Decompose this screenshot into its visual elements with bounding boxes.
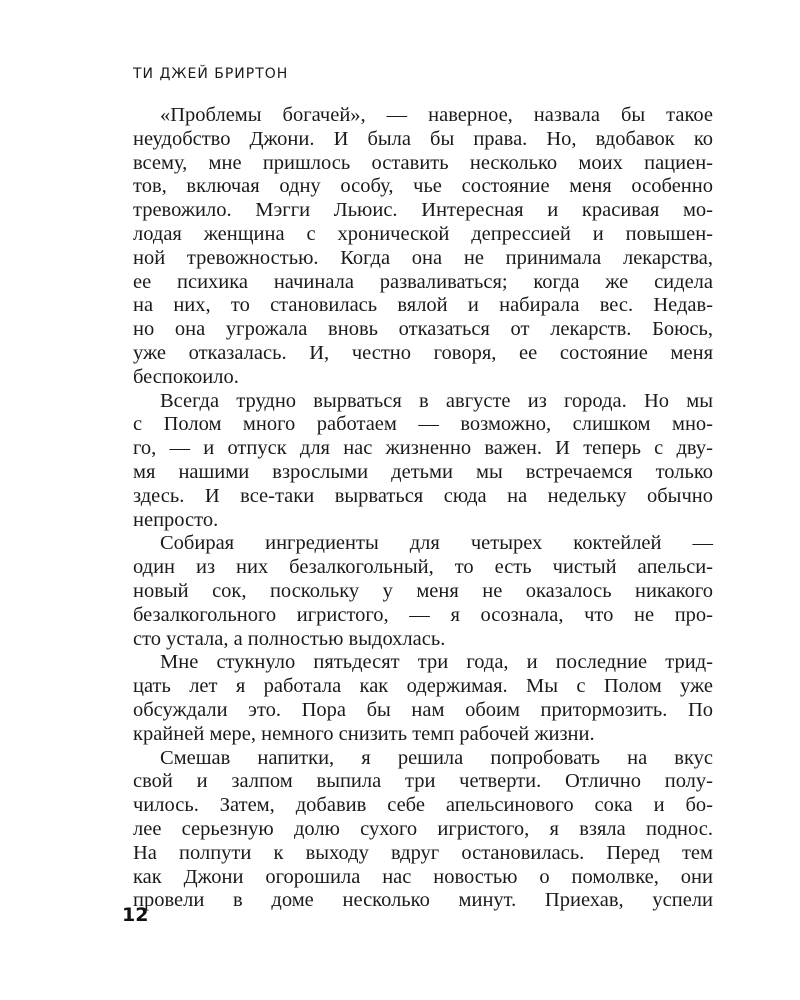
body-text	[133, 104, 713, 913]
text-line: Собирая ингредиенты для четырех коктейлей —	[160, 532, 713, 555]
text-line: обсуждали это. Пора бы нам обоим притормозить. По	[133, 698, 713, 721]
text-line: сто устала, а полностью выдохлась.	[133, 627, 446, 650]
text-line: го, — и отпуск для нас жизненно важен. И теперь с дву-	[133, 437, 713, 460]
text-line: тревожило. Мэгги Льюис. Интересная и красивая мо-	[133, 199, 713, 222]
text-line: тов, включая одну особу, чье состояние меня особенно	[133, 175, 713, 198]
text-line: свой и залпом выпила три четверти. Отлично полу-	[133, 770, 713, 793]
text-line: неудобство Джони. И была бы права. Но, вдобавок ко	[133, 127, 713, 150]
text-line: лее серьезную долю сухого игристого, я взяла поднос.	[133, 817, 713, 840]
text-line: Всегда трудно вырваться в августе из города. Но мы	[160, 389, 713, 412]
text-line: уже отказалась. И, честно говоря, ее состояние меня	[133, 341, 713, 364]
page-number: 12	[122, 904, 149, 926]
text-line: Смешав напитки, я решила попробовать на вкус	[160, 746, 713, 769]
text-line: непросто.	[133, 508, 219, 531]
text-line: провели в доме несколько минут. Приехав, успели	[133, 889, 713, 912]
text-line: ее психика начинала разваливаться; когда же сидела	[133, 270, 713, 293]
text-line: чилось. Затем, добавив себе апельсинового сока и бо-	[133, 794, 713, 817]
text-line: с Полом много работаем — возможно, слишком мно-	[133, 413, 713, 436]
text-line: На полпути к выходу вдруг остановилась. Перед тем	[133, 841, 713, 864]
text-line: цать лет я работала как одержимая. Мы с Полом уже	[133, 675, 713, 698]
text-line: ной тревожностью. Когда она не принимала лекарства,	[133, 246, 713, 269]
text-line: здесь. И все-таки вырваться сюда на недельку обычно	[133, 484, 713, 507]
text-line: крайней мере, немного снизить темп рабочей жизни.	[133, 722, 595, 745]
text-line: мя нашими взрослыми детьми мы встречаемся только	[133, 460, 713, 483]
text-line: но она угрожала вновь отказаться от лекарств. Боюсь,	[133, 318, 713, 341]
text-line: один из них безалкогольный, то есть чистый апельси-	[133, 556, 713, 579]
text-line: лодая женщина с хронической депрессией и повышен-	[133, 222, 713, 245]
text-line: как Джони огорошила нас новостью о помолвке, они	[133, 865, 713, 888]
text-line: новый сок, поскольку у меня не оказалось никакого	[133, 579, 713, 602]
text-line: безалкогольного игристого, — я осознала, что не про-	[133, 603, 713, 626]
text-line: Мне стукнуло пятьдесят три года, и последние трид-	[160, 651, 713, 674]
text-line: «Проблемы богачей», — наверное, назвала бы такое	[160, 104, 713, 126]
running-head: ТИ ДЖЕЙ БРИРТОН	[133, 66, 289, 82]
text-line: на них, то становилась вялой и набирала вес. Недав-	[133, 294, 713, 317]
text-line: всему, мне пришлось оставить несколько моих пациен-	[133, 151, 713, 174]
text-line: беспокоило.	[133, 365, 239, 388]
